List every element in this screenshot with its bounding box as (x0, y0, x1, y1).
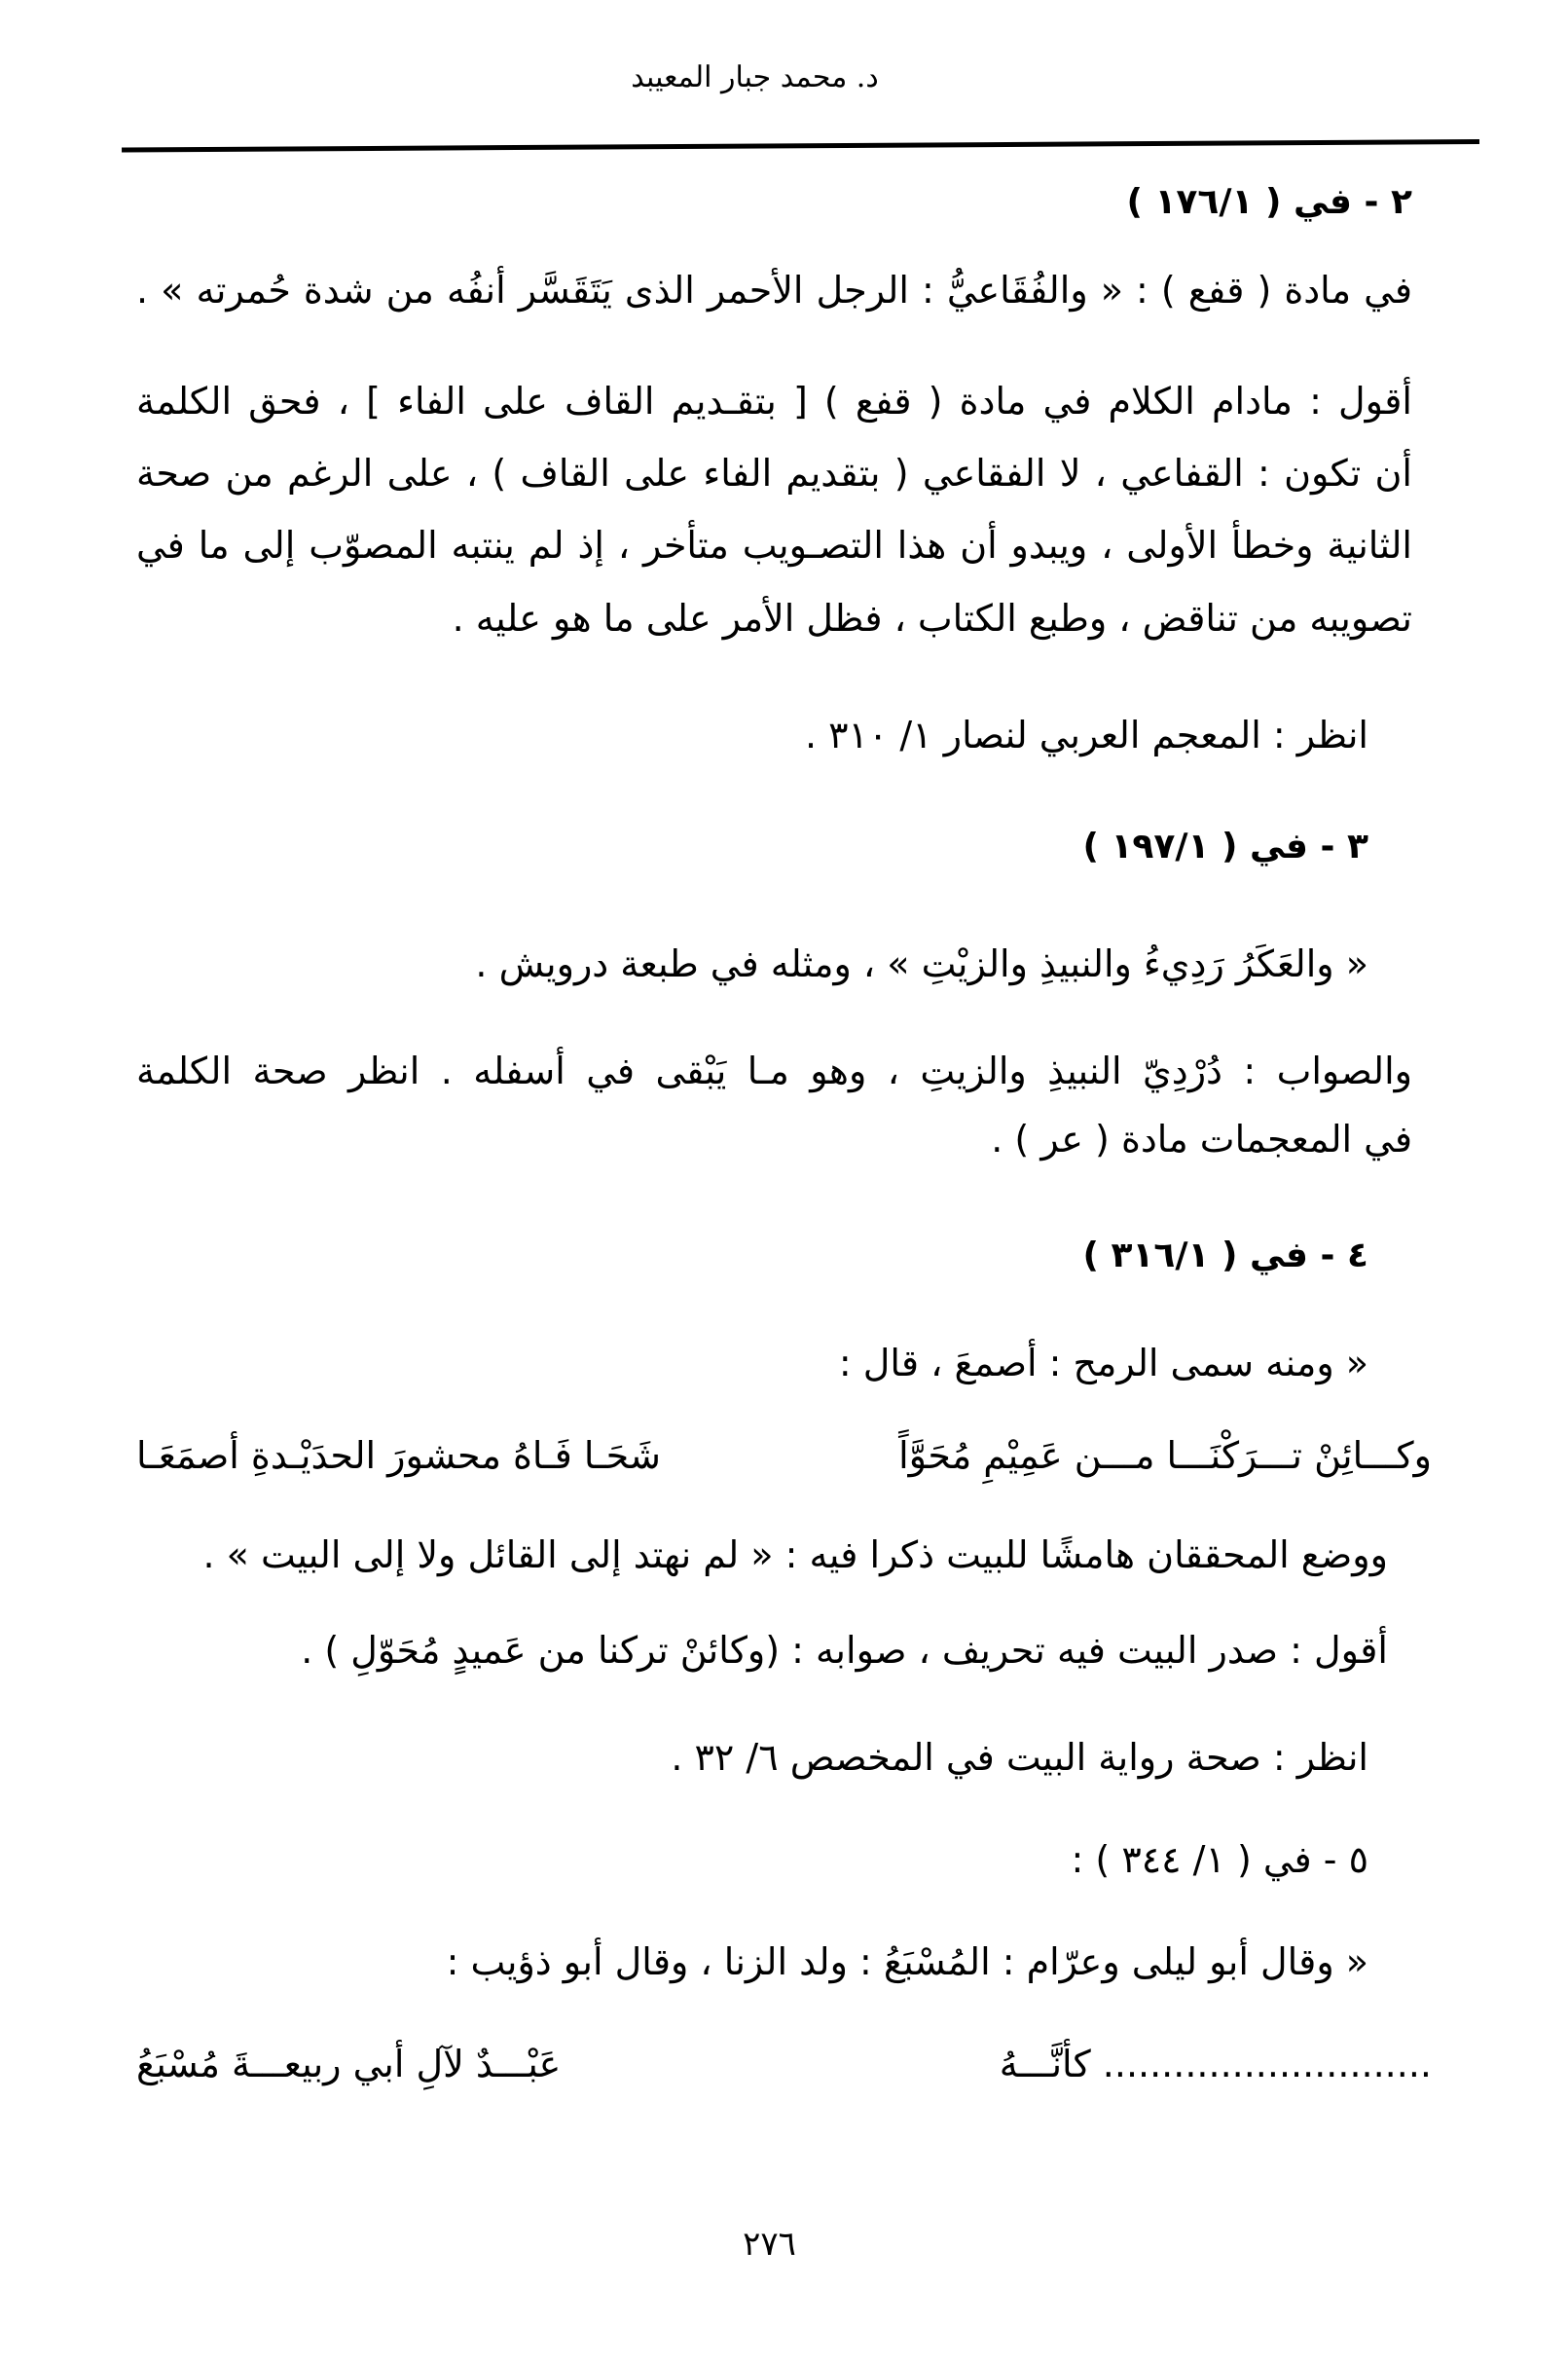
page-number: ٢٧٦ (743, 2225, 796, 2264)
section-heading-3: ٣ - في ( ١٩٧/١ ) (1082, 827, 1368, 867)
paragraph-line: في المعجمات مادة ( عر ) . (991, 1118, 1412, 1161)
section-heading-5: ٥ - في ( ١/ ٣٤٤ ) : (1071, 1838, 1368, 1881)
paragraph-line: أقول : صدر البيت فيه تحريف ، صوابه : (وكائنْ تركنا من عَميدٍ مُحَوّلِ ) . (301, 1629, 1388, 1672)
running-header-author: د. محمد جبار المعيبد (631, 60, 879, 94)
paragraph-line: والصواب : دُرْدِيّ النبيذِ والزيتِ ، وهو مـا يَبْقى في أسفله . انظر صحة الكلمة (136, 1050, 1412, 1092)
verse-second-hemistich: شَحَـا فَـاهُ محشورَ الحدَيْـدةِ أصمَعَـا (136, 1434, 661, 1477)
verse-second-hemistich: عَبْـــدٌ لآلِ أبي ربيعـــةَ مُسْبَعُ (136, 2043, 562, 2085)
paragraph-line: أن تكون : القفاعي ، لا الفقاعي ( بتقديم الفاء على القاف ) ، على الرغم من صحة (136, 452, 1412, 495)
reference-line: انظر : صحة رواية البيت في المخصص ٦/ ٣٢ . (671, 1736, 1368, 1779)
quote-line: « وقال أبو ليلى وعرّام : المُسْبَعُ : ولد الزنا ، وقال أبو ذؤيب : (446, 1940, 1368, 1983)
quote-line: « والعَكَرُ رَدِيءُ والنبيذِ والزيْتِ » ، ومثله في طبعة درويش . (475, 942, 1368, 985)
poetry-verse (136, 1426, 1432, 1485)
paragraph-line: ووضع المحققان هامشًا للبيت ذكرا فيه : « لم نهتد إلى القائل ولا إلى البيت » . (202, 1533, 1388, 1576)
quote-line: « ومنه سمى الرمح : أصمعَ ، قال : (838, 1342, 1368, 1384)
header-divider (122, 139, 1479, 153)
paragraph-line: تصويبه من تناقض ، وطبع الكتاب ، فظل الأمر على ما هو عليه . (452, 597, 1412, 640)
poetry-verse (136, 2035, 1432, 2093)
paragraph-line: في مادة ( قفع ) : « والفُقَاعيُّ : الرجل الأحمر الذى يَتَقَسَّر أنفُه من شدة حُمرته » . (136, 269, 1412, 312)
verse-first-hemistich: ............................ كأنَّـــهُ (999, 2043, 1432, 2085)
section-heading-4: ٤ - في ( ٣١٦/١ ) (1082, 1235, 1368, 1275)
section-heading-2: ٢ - في ( ١٧٦/١ ) (1126, 182, 1412, 222)
paragraph-line: الثانية وخطأ الأولى ، ويبدو أن هذا التصـويب متأخر ، إذ لم ينتبه المصوّب إلى ما في (136, 524, 1412, 567)
reference-line: انظر : المعجم العربي لنصار ١/ ٣١٠ . (804, 714, 1368, 756)
verse-first-hemistich: وكـــائِنْ تـــرَكْنَـــا مـــن عَمِيْمِ مُحَوَّاً (898, 1434, 1432, 1477)
paragraph-line: أقول : مادام الكلام في مادة ( قفع ) [ بتقـديم القاف على الفاء ] ، فحق الكلمة (136, 380, 1412, 423)
